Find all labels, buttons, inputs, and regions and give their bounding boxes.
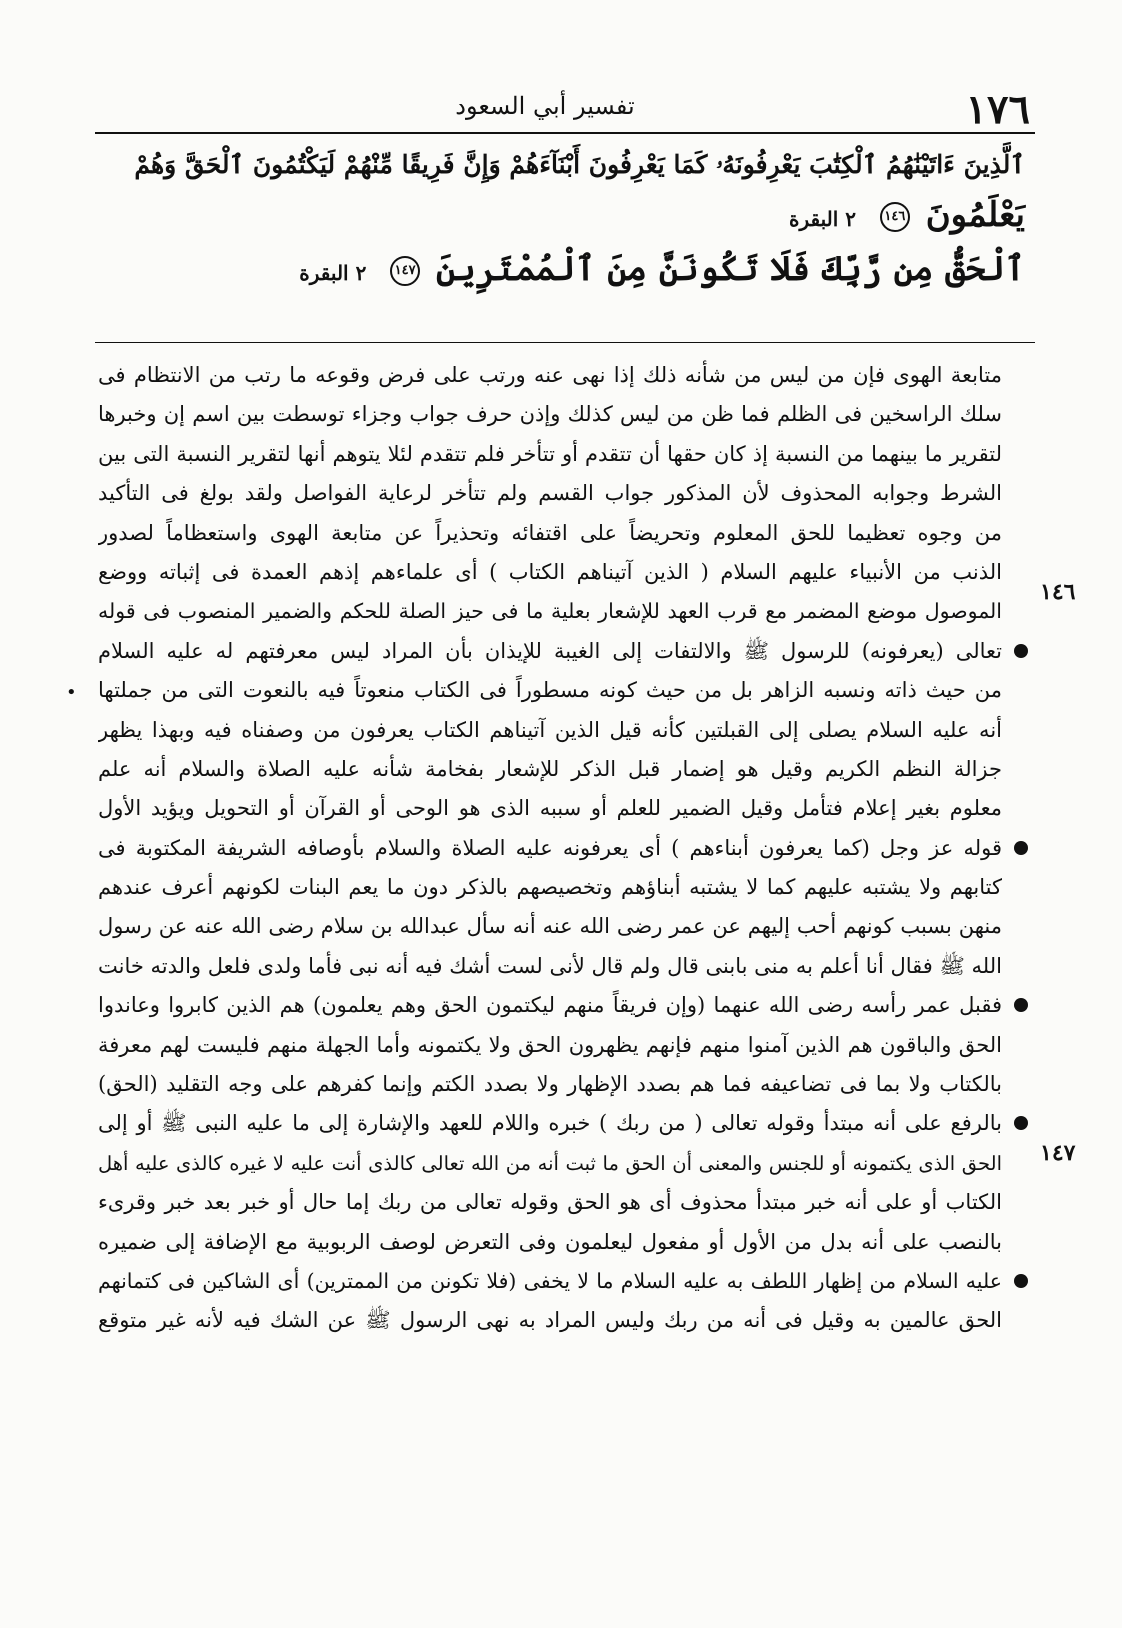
commentary-text: كتابهم ولا يشتبه عليهم كما لا يشتبه أبناؤهم وتخصيصهم بالذكر دون ما يعم البنات لكونهم أعرف عندهم bbox=[98, 875, 1002, 900]
surah-reference: ٢ البقرة bbox=[299, 261, 367, 285]
page-header bbox=[95, 86, 1030, 133]
commentary-text: الكتاب أو على أنه خبر مبتدأ محذوف أى هو الحق وقوله تعالى من ربك إما حال أو خبر بعد خبر وقرىء bbox=[98, 1190, 1002, 1215]
commentary-body bbox=[98, 356, 1028, 1341]
commentary-line bbox=[98, 947, 1028, 986]
commentary-line bbox=[98, 474, 1028, 513]
commentary-text: الله ﷺ فقال أنا أعلم به منى بابنى قال ولم قال لأنى لست أشك فيه أنه نبى فأما ولدى فلعل والدته خانت bbox=[98, 953, 1002, 978]
commentary-line bbox=[98, 1223, 1028, 1262]
commentary-text: سلك الراسخين فى الظلم فما ظن من ليس كذلك وإذن حرف جواب وجزاء توسطت بين اسم إن وخبرها bbox=[98, 402, 1002, 427]
commentary-text: متابعة الهوى فإن من ليس من شأنه ذلك إذا نهى عنه ورتب على فرض وقوعه ما رتب من الانتظام فى bbox=[98, 363, 1002, 387]
commentary-line bbox=[98, 356, 1028, 395]
commentary-line bbox=[98, 592, 1028, 631]
commentary-line bbox=[98, 1183, 1028, 1222]
quran-verses bbox=[120, 140, 1025, 298]
commentary-line bbox=[98, 789, 1028, 828]
commentary-line bbox=[98, 1301, 1028, 1340]
commentary-text: من وجوه تعظيما للحق المعلوم وتحريضاً على اقتفائه وتحذيراً عن متابعة الهوى واستعظاماً لصدور bbox=[98, 520, 1002, 545]
verse-line bbox=[120, 244, 1025, 298]
margin-verse-number-146: ١٤٦ bbox=[1040, 579, 1076, 605]
commentary-text: منهن بسبب كونهم أحب إليهم عن عمر رضى الله عنه أنه سأل عبدالله بن سلام رضى الله عنه عن رسول bbox=[98, 914, 1002, 939]
commentary-line bbox=[98, 868, 1028, 907]
commentary-text: بالكتاب ولا بما فى تضاعيفه فما هم بصدد الإظهار ولا بصدد الكتم وإنما كفرهم على وجه التقليد (الحق) bbox=[98, 1072, 1002, 1097]
verse-text: يَعْلَمُونَ bbox=[925, 195, 1025, 235]
commentary-line bbox=[98, 632, 1028, 671]
commentary-line bbox=[98, 395, 1028, 434]
commentary-text: من حيث ذاته ونسبه الزاهر بل من حيث كونه مسطوراً فى الكتاب منعوتاً فيه بالنعوت التى من جملتها bbox=[98, 678, 1002, 703]
commentary-text: الذنب من الأنبياء عليهم السلام ( الذين آتيناهم الكتاب ) أى علماءهم إذهم العمدة فى إثباته ووضع bbox=[98, 559, 1002, 584]
running-title: تفسير أبي السعود bbox=[455, 92, 635, 120]
commentary-text: الحق عالمين به وقيل فى أنه من ربك وليس المراد به نهى الرسول ﷺ عن الشك فيه لأنه غير متوقع bbox=[98, 1308, 1002, 1333]
bullet-icon bbox=[1014, 644, 1028, 658]
commentary-line bbox=[98, 1144, 1028, 1183]
commentary-text: قوله عز وجل (كما يعرفون أبناءهم ) أى يعرفونه عليه الصلاة والسلام بأوصافه الشريفة المكتوبة فى bbox=[98, 835, 1002, 860]
header-rule bbox=[95, 132, 1035, 134]
commentary-text: الحق والباقون هم الذين آمنوا منهم فإنهم يظهرون الحق ولا يكتمونه وأما الجهلة منهم فليست لهم معرفة bbox=[98, 1032, 1002, 1057]
ayah-number-marker: ١٤٦ bbox=[880, 202, 910, 232]
commentary-text: الشرط وجوابه المحذوف لأن المذكور جواب القسم ولم تتأخر لرعاية الفواصل ولقد بولغ فى التأكيد bbox=[98, 481, 1002, 506]
commentary-text: الحق الذى يكتمونه أو للجنس والمعنى أن الحق ما ثبت أنه من الله تعالى كالذى أنت عليه لا غيره كالذى عليه أهل bbox=[98, 1151, 1002, 1175]
ayah-number-marker: ١٤٧ bbox=[390, 256, 420, 286]
margin-mark: • bbox=[66, 682, 77, 703]
commentary-text: جزالة النظم الكريم وقيل هو إضمار قبل الذكر للإشعار بفخامة شأنه عليه الصلاة والسلام أنه علم bbox=[98, 756, 1002, 781]
commentary-line bbox=[98, 986, 1028, 1025]
commentary-text: معلوم بغير إعلام فتأمل وقيل الضمير للعلم أو سببه الذى هو الوحى أو القرآن أو التحويل ويؤيد الأول bbox=[98, 796, 1002, 821]
commentary-text: تعالى (يعرفونه) للرسول ﷺ والالتفات إلى الغيبة للإيذان بأن المراد ليس معرفتهم له عليه السلام bbox=[98, 638, 1002, 663]
commentary-line bbox=[98, 711, 1028, 750]
commentary-text: الموصول موضع المضمر مع قرب العهد للإشعار بعلية ما فى حيز الصلة للحكم والضمير المنصوب فى قوله bbox=[98, 599, 1002, 624]
bullet-icon bbox=[1014, 1274, 1028, 1288]
verse-text: ٱلَّذِينَ ءَاتَيْنَٰهُمُ ٱلْكِتَٰبَ يَعْرِفُونَهُۥ كَمَا يَعْرِفُونَ أَبْنَآءَهُمْ وَإِنَّ فَرِيقًا مِّنْهُمْ لَيَكْتُمُونَ ٱلْحَقَّ وَهُمْ bbox=[134, 150, 1025, 179]
commentary-line bbox=[98, 907, 1028, 946]
commentary-line bbox=[98, 553, 1028, 592]
commentary-line bbox=[98, 1104, 1028, 1143]
commentary-text: بالنصب على أنه بدل من الأول أو مفعول ليعلمون وفى التعرض لوصف الربوبية مع الإضافة إلى ضميره bbox=[98, 1229, 1002, 1254]
commentary-line bbox=[98, 514, 1028, 553]
commentary-line bbox=[98, 671, 1028, 710]
verse-line bbox=[120, 140, 1025, 190]
page-number: ١٧٦ bbox=[965, 86, 1030, 133]
commentary-line bbox=[98, 1065, 1028, 1104]
commentary-line bbox=[98, 1026, 1028, 1065]
commentary-text: عليه السلام من إظهار اللطف به عليه السلام ما لا يخفى (فلا تكونن من الممترين) أى الشاكين فى كتمانهم bbox=[98, 1268, 1002, 1293]
surah-reference: ٢ البقرة bbox=[788, 207, 856, 231]
commentary-line bbox=[98, 829, 1028, 868]
verse-line bbox=[120, 190, 1025, 244]
margin-verse-number-147: ١٤٧ bbox=[1040, 1140, 1076, 1166]
commentary-text: بالرفع على أنه مبتدأ وقوله تعالى ( من ربك ) خبره واللام للعهد والإشارة إلى ما عليه النبى ﷺ أو إلى bbox=[98, 1111, 1002, 1136]
bullet-icon bbox=[1014, 841, 1028, 855]
commentary-line bbox=[98, 435, 1028, 474]
commentary-line bbox=[98, 1262, 1028, 1301]
commentary-text: أنه عليه السلام يصلى إلى القبلتين كأنه قيل الذين آتيناهم الكتاب يعرفون من وصفناه فيه وبهذا يظهر bbox=[98, 717, 1002, 742]
commentary-text: فقبل عمر رأسه رضى الله عنهما (وإن فريقاً منهم ليكتمون الحق وهم يعلمون) هم الذين كابروا وعاندوا bbox=[98, 993, 1002, 1018]
commentary-text: لتقرير ما بينهما من النسبة إذ كان حقها أن تتقدم أو تتأخر فلم تتقدم لئلا يتوهم أنها لتقرير النسبة التى بين bbox=[98, 441, 1002, 466]
commentary-line bbox=[98, 750, 1028, 789]
verse-text: ٱلْحَقُّ مِن رَّبِّكَ فَلَا تَكُونَنَّ مِنَ ٱلْمُمْتَرِينَ bbox=[436, 249, 1025, 289]
verses-separator-rule bbox=[95, 342, 1035, 343]
